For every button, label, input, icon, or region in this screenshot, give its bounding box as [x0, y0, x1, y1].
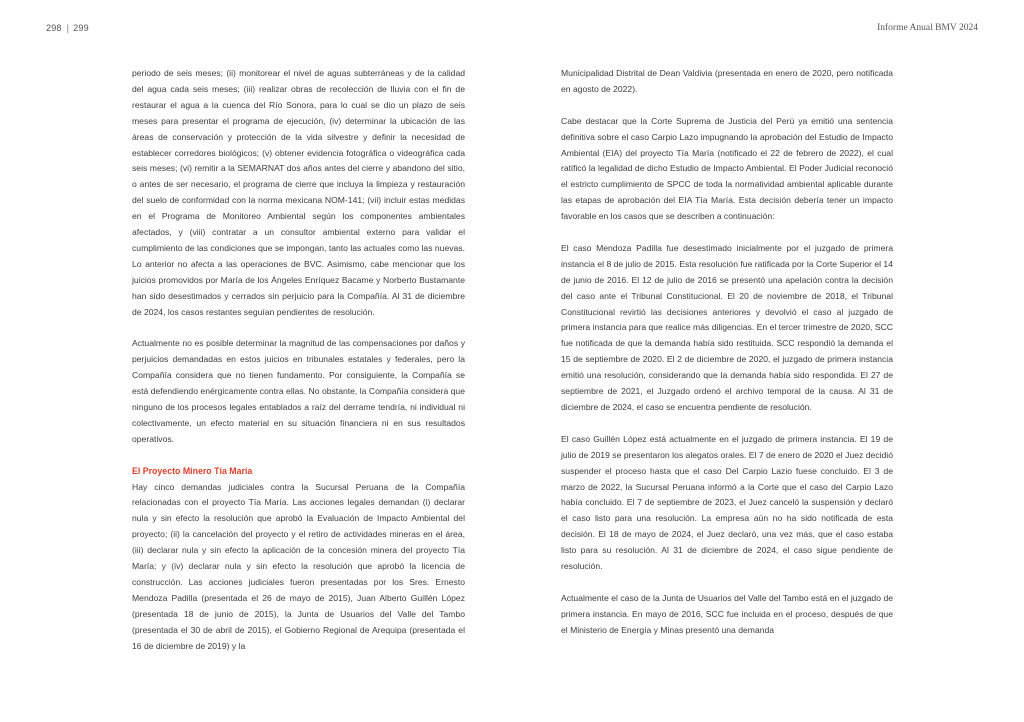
- paragraph: Actualmente no es posible determinar la magnitud de las compensaciones por daños y perjuicios demandadas en estos juicios en tribunales estatales y federales, pero la Compañía considera que no tienen fundamento. Por consiguiente, la Compañía se está defendiendo enérgicamente contra ellas. No obstante, la Compañía considera que ninguno de los procesos legales entablados a raíz del derrame tendría, ni individual ni colectivamente, un efecto material en su situación financiera ni en sus resultados operativos.: [132, 338, 465, 444]
- paragraph: El caso Guillén López está actualmente en el juzgado de primera instancia. El 19 de julio de 2019 se presentaron los alegatos orales. El 7 de enero de 2020 el Juez decidió suspender el proceso hasta que el caso Del Carpio Lazio fuese concluido. El 3 de marzo de 2022, la Sucursal Peruana informó a la Corte que el caso del Carpio Lazo había concluido. El 7 de septiembre de 2023, el Juez canceló la suspensión y declaró el caso listo para una resolución. La empresa aún no ha sido notificada de esta decisión. El 18 de mayo de 2024, el Juez declaró, una vez más, que el caso estaba listo para su resolución. Al 31 de diciembre de 2024, el caso sigue pendiente de resolución.: [561, 433, 893, 572]
- paragraph: Hay cinco demandas judiciales contra la Sucursal Peruana de la Compañía relacionadas con el proyecto Tía María. Las acciones legales demandan (i) declarar nula y sin efecto la resolución que aprobó la Evaluación de Impacto Ambiental del proyecto; (ii) la cancelación del proyecto y el retiro de actividades mineras en el área, (iii) declarar nula y sin efecto la aplicación de la concesión minera del proyecto Tía María; y (iv) declarar nula y sin efecto la resolución que aprobó la licencia de construcción. Las acciones judiciales fueron presentadas por los Sres. Ernesto Mendoza Padilla (presentada el 26 de mayo de 2015), Juan Alberto Guillén López (presentada 18 de junio de 2015), la Junta de Usuarios del Valle del Tambo (presentada el 30 de abril de 2015), el Gobierno Regional de Arequipa (presentada el 16 de diciembre de 2019) y la: [132, 481, 465, 651]
- right-text-column: [561, 66, 893, 654]
- paragraph: Municipalidad Distrital de Dean Valdivia (presentada en enero de 2020, pero notificada en agosto de 2022).: [561, 68, 893, 94]
- paragraph: El caso Mendoza Padilla fue desestimado inicialmente por el juzgado de primera instancia el 8 de julio de 2015. Esta resolución fue ratificada por la Corte Superior el 14 de junio de 2016. El 12 de julio de 2016 se presentó una apelación contra la decisión del caso ante el Tribunal Constitucional. El 20 de noviembre de 2018, el Tribunal Constitucional revirtió las decisiones anteriores y devolvió el caso al juzgado de primera instancia para que realice más diligencias. En el tercer trimestre de 2020, SCC fue notificada de que la demanda había sido restituida. SCC respondió la demanda el 15 de septiembre de 2020. El 2 de diciembre de 2020, el juzgado de primera instancia emitió una resolución, considerando que la demanda había sido respondida. El 27 de septiembre de 2021, el Juzgado ordenó el archivo temporal de la causa. Al 31 de diciembre de 2024, el caso se encuentra pendiente de resolución.: [561, 242, 893, 412]
- publication-title: Informe Anual BMV 2024: [877, 23, 978, 33]
- paragraph: periodo de seis meses; (ii) monitorear el nivel de aguas subterráneas y de la calidad del agua cada seis meses; (iii) realizar obras de recolección de lluvia con el fin de restaurar el agua a la cuenca del Río Sonora, para lo cual se dio un plazo de seis meses para presentar el programa de ejecución, (iv) determinar la ubicación de las áreas de conservación y protección de la vida silvestre y definir la necesidad de establecer corredores biológicos; (v) obtener evidencia fotográfica o videográfica cada seis meses; (vi) remitir a la SEMARNAT dos años antes del cierre y abandono del sitio, o antes de ser necesario, el programa de cierre que incluya la limpieza y restauración del suelo de conformidad con la norma mexicana NOM-141; (vii) incluir estas medidas en el Programa de Monitoreo Ambiental según los componentes ambientales afectados, y (viii) contratar a un consultor ambiental externo para validar el cumplimiento de las condiciones que se impongan, tanto las actuales como las nuevas. Lo anterior no afecta a las operaciones de BVC. Asimismo, cabe mencionar que los juicios promovidos por María de los Ángeles Enríquez Bacame y Norberto Bustamante han sido desestimados y cerrados sin perjuicio para la Compañía. Al 31 de diciembre de 2024, los casos restantes seguían pendientes de resolución.: [132, 68, 465, 317]
- paragraph: Actualmente el caso de la Junta de Usuarios del Valle del Tambo está en el juzgado de primera instancia. En mayo de 2016, SCC fue incluida en el proceso, después de que el Ministerio de Energía y Minas presentó una demanda: [561, 592, 893, 635]
- page-number-left: 298: [46, 23, 62, 33]
- page-separator: |: [66, 23, 70, 33]
- section-title: El Proyecto Minero Tía María: [132, 465, 253, 476]
- paragraph: Cabe destacar que la Corte Suprema de Justicia del Perú ya emitió una sentencia definitiva sobre el caso Carpio Lazo impugnando la aprobación del Estudio de Impacto Ambiental (EIA) del proyecto Tía María (notificado el 22 de febrero de 2022), el cual ratificó la legalidad de dicho Estudio de Impacto Ambiental. El Poder Judicial reconoció el estricto cumplimiento de SPCC de toda la normatividad ambiental aplicable durante las etapas de aprobación del EIA Tía María. Esta decisión debería tener un impacto favorable en los casos que se describen a continuación:: [561, 115, 893, 222]
- page-numbers: [46, 23, 89, 33]
- left-text-column: [132, 66, 465, 670]
- page-number-right: 299: [73, 23, 89, 33]
